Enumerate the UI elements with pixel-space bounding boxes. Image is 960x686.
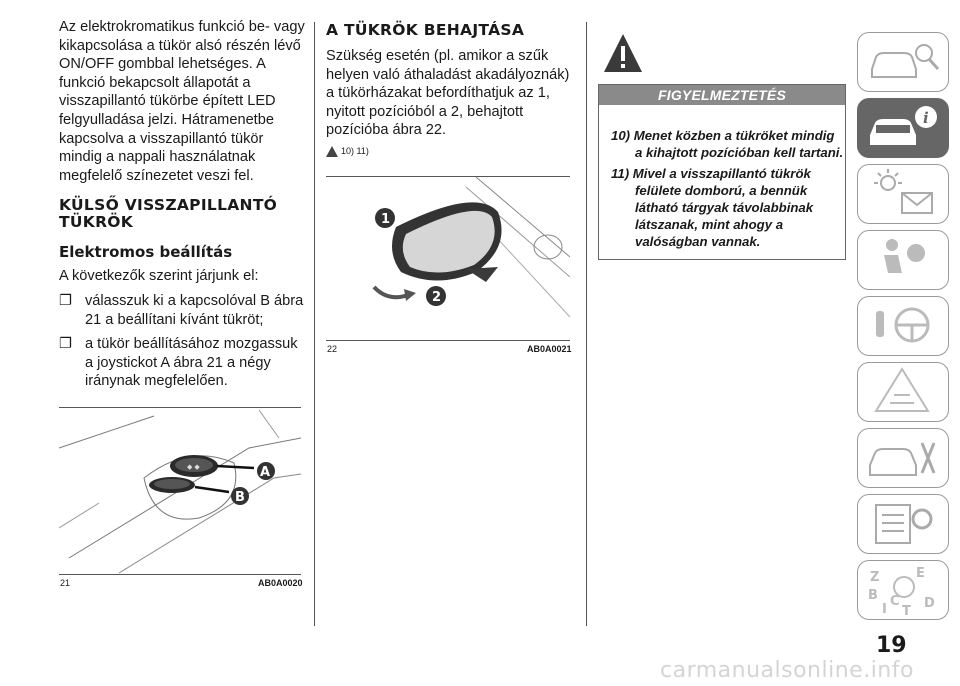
list-item: ❐ a tükör beállításához mozgassuk a joystickot A ábra 21 a négy iránynak megfelelően.	[59, 336, 298, 390]
car-info-icon	[858, 99, 946, 155]
warning-item: 10) Menet közben a tükröket mindig a kihajtott pozícióban kell tartani.	[611, 128, 844, 160]
tab-starting-driving[interactable]	[857, 296, 949, 356]
warning-reference: 10) 11)	[326, 146, 572, 157]
alphabet-index-icon	[858, 561, 946, 617]
svg-text:T: T	[902, 604, 911, 617]
svg-text:Z: Z	[870, 570, 880, 585]
svg-text:◆ ◆: ◆ ◆	[187, 464, 200, 471]
airbag-passenger-icon	[858, 231, 946, 287]
specifications-icon	[858, 495, 946, 551]
steering-wheel-icon	[858, 297, 946, 353]
section-title-exterior-mirrors: KÜLSŐ VISSZAPILLANTÓ TÜKRÖK	[59, 196, 278, 232]
middle-column	[326, 22, 572, 157]
figure-22-bottom-rule	[326, 340, 570, 341]
checkbox-bullet-icon: ❐	[59, 336, 73, 353]
intro-paragraph: Az elektrokromatikus funkció be- vagy kikapcsolása a tükör alsó részén lévő ON/OFF gombbal lehetséges. A funkció bekapcsolt állapotát a visszapillantó tükörbe épített LED felgyulladása jelzi. Hátramenetbe kapcsolva a visszapillantó tükör mindig a nappali használatnak megfelelő színezetet veszi fel.	[59, 19, 305, 184]
svg-text:I: I	[882, 602, 887, 617]
tab-emergency[interactable]	[857, 362, 949, 422]
figure-21-number: 21	[60, 578, 71, 588]
left-column	[59, 18, 305, 391]
section-title-mirror-folding: A TÜKRÖK BEHAJTÁSA	[326, 21, 525, 39]
figure-22-number: 22	[327, 344, 338, 354]
svg-text:E: E	[916, 566, 925, 581]
warning-lights-icon	[858, 165, 946, 221]
tab-warning-lights[interactable]	[857, 164, 949, 224]
car-search-icon	[858, 33, 946, 89]
subsection-title-electric-adjustment: Elektromos beállítás	[59, 243, 233, 262]
column-divider-left	[314, 22, 315, 626]
figure-22-code: AB0A0021	[527, 344, 572, 354]
svg-text:i: i	[923, 109, 929, 127]
tab-servicing[interactable]	[857, 428, 949, 488]
tab-technical-specs[interactable]	[857, 494, 949, 554]
warning-triangle-icon	[858, 363, 946, 419]
figure-21-bottom-rule	[59, 574, 301, 575]
warning-box	[598, 84, 846, 260]
column-divider-right	[586, 22, 587, 626]
svg-text:C: C	[890, 594, 900, 609]
checkbox-bullet-icon: ❐	[59, 292, 73, 309]
folding-paragraph: Szükség esetén (pl. amikor a szűk helyen való áthaladást akadályoznák) a tükörházakat befordíthatjuk az 1, nyitott pozícióból a 2, behajtott pozícióba ábra 22.	[326, 48, 570, 139]
callout-a: A	[260, 465, 271, 480]
callout-2: 2	[432, 290, 442, 305]
callout-b: B	[235, 490, 245, 505]
figure-21-code: AB0A0020	[258, 578, 303, 588]
svg-text:B: B	[868, 588, 878, 603]
tab-index[interactable]	[857, 560, 949, 620]
watermark: carmanualsonline.info	[660, 658, 914, 683]
tab-car-knowledge[interactable]	[857, 32, 949, 92]
car-service-icon	[858, 429, 946, 485]
tab-safety[interactable]	[857, 230, 949, 290]
lead-text: A következők szerint járjunk el:	[59, 268, 259, 285]
tab-car-information[interactable]	[857, 98, 949, 158]
callout-1: 1	[381, 212, 391, 227]
figure-21-mirror-switch-illustration	[59, 408, 301, 574]
page-number: 19	[876, 633, 907, 658]
warning-item: 11) Mivel a visszapillantó tükrök felülete domború, a bennük látható tárgyak távolabbinak látszanak, mint ahogy a valóságban vannak.	[611, 166, 814, 249]
list-item: ❐ válasszuk ki a kapcsolóval B ábra 21 a beállítani kívánt tükröt;	[59, 292, 304, 328]
small-warning-icon	[326, 146, 338, 157]
svg-text:D: D	[924, 596, 935, 611]
warning-triangle-icon	[602, 32, 644, 74]
warning-title: FIGYELMEZTETÉS	[599, 85, 845, 105]
figure-22-mirror-fold-illustration	[326, 177, 570, 340]
